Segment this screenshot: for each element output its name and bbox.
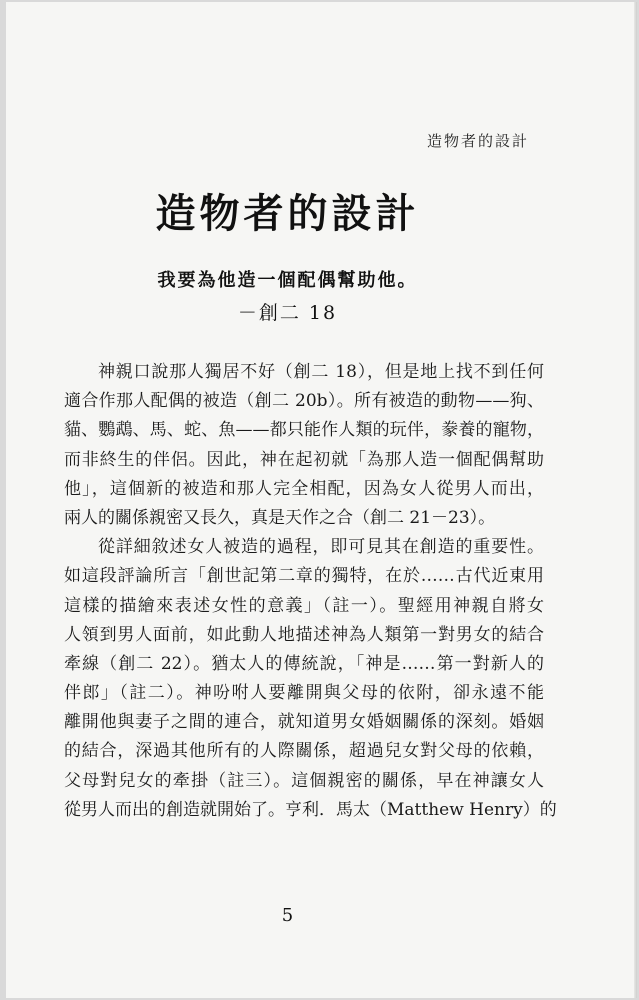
body-line: 如這段評論所言「創世記第二章的獨特，在於……古代近東用 (64, 566, 544, 587)
body-line: 人領到男人面前，如此動人地描述神為人類第一對男女的結合 (64, 624, 544, 645)
body-line: 離開他與妻子之間的連合，就知道男女婚姻關係的深刻。婚姻 (64, 712, 544, 733)
body-line: 牽線（創二 22）。猶太人的傳統說，「神是……第一對新人的 (64, 653, 544, 674)
body-text (64, 358, 557, 825)
body-line: 這樣的描繪來表述女性的意義」（註一）。聖經用神親自將女 (64, 595, 544, 616)
body-line: 而非終生的伴侶。因此，神在起初就「為那人造一個配偶幫助 (64, 449, 544, 470)
body-line: 從男人而出的創造就開始了。亨利．馬太（Matthew Henry）的 (64, 799, 557, 820)
body-line: 貓、鸚鵡、馬、蛇、魚——都只能作人類的玩伴，豢養的寵物， (64, 420, 544, 441)
running-header: 造物者的設計 (426, 132, 529, 150)
body-line: 從詳細敘述女人被造的過程，即可見其在創造的重要性。 (98, 537, 544, 558)
body-line: 適合作那人配偶的被造（創二 20b）。所有被造的動物——狗、 (64, 391, 544, 412)
page-number: 5 (281, 905, 294, 926)
body-line: 的結合，深過其他所有的人際關係，超過兒女對父母的依賴， (64, 741, 544, 762)
page-edge (634, 2, 637, 998)
body-line: 父母對兒女的牽掛（註三）。這個親密的關係，早在神讓女人 (64, 770, 544, 791)
body-line: 神親口說那人獨居不好（創二 18），但是地上找不到任何 (98, 362, 544, 382)
chapter-title: 造物者的設計 (155, 190, 420, 237)
epigraph-quote: 我要為他造一個配偶幫助他。 (157, 270, 418, 291)
body-line: 伴郎」（註二）。神吩咐人要離開與父母的依附，卻永遠不能 (64, 683, 544, 704)
epigraph-reference: －創二 18 (237, 302, 338, 324)
body-line: 兩人的關係親密又長久，真是天作之合（創二 21－23）。 (64, 507, 496, 528)
book-page (6, 2, 637, 998)
body-line: 他」，這個新的被造和那人完全相配，因為女人從男人而出， (64, 478, 544, 499)
